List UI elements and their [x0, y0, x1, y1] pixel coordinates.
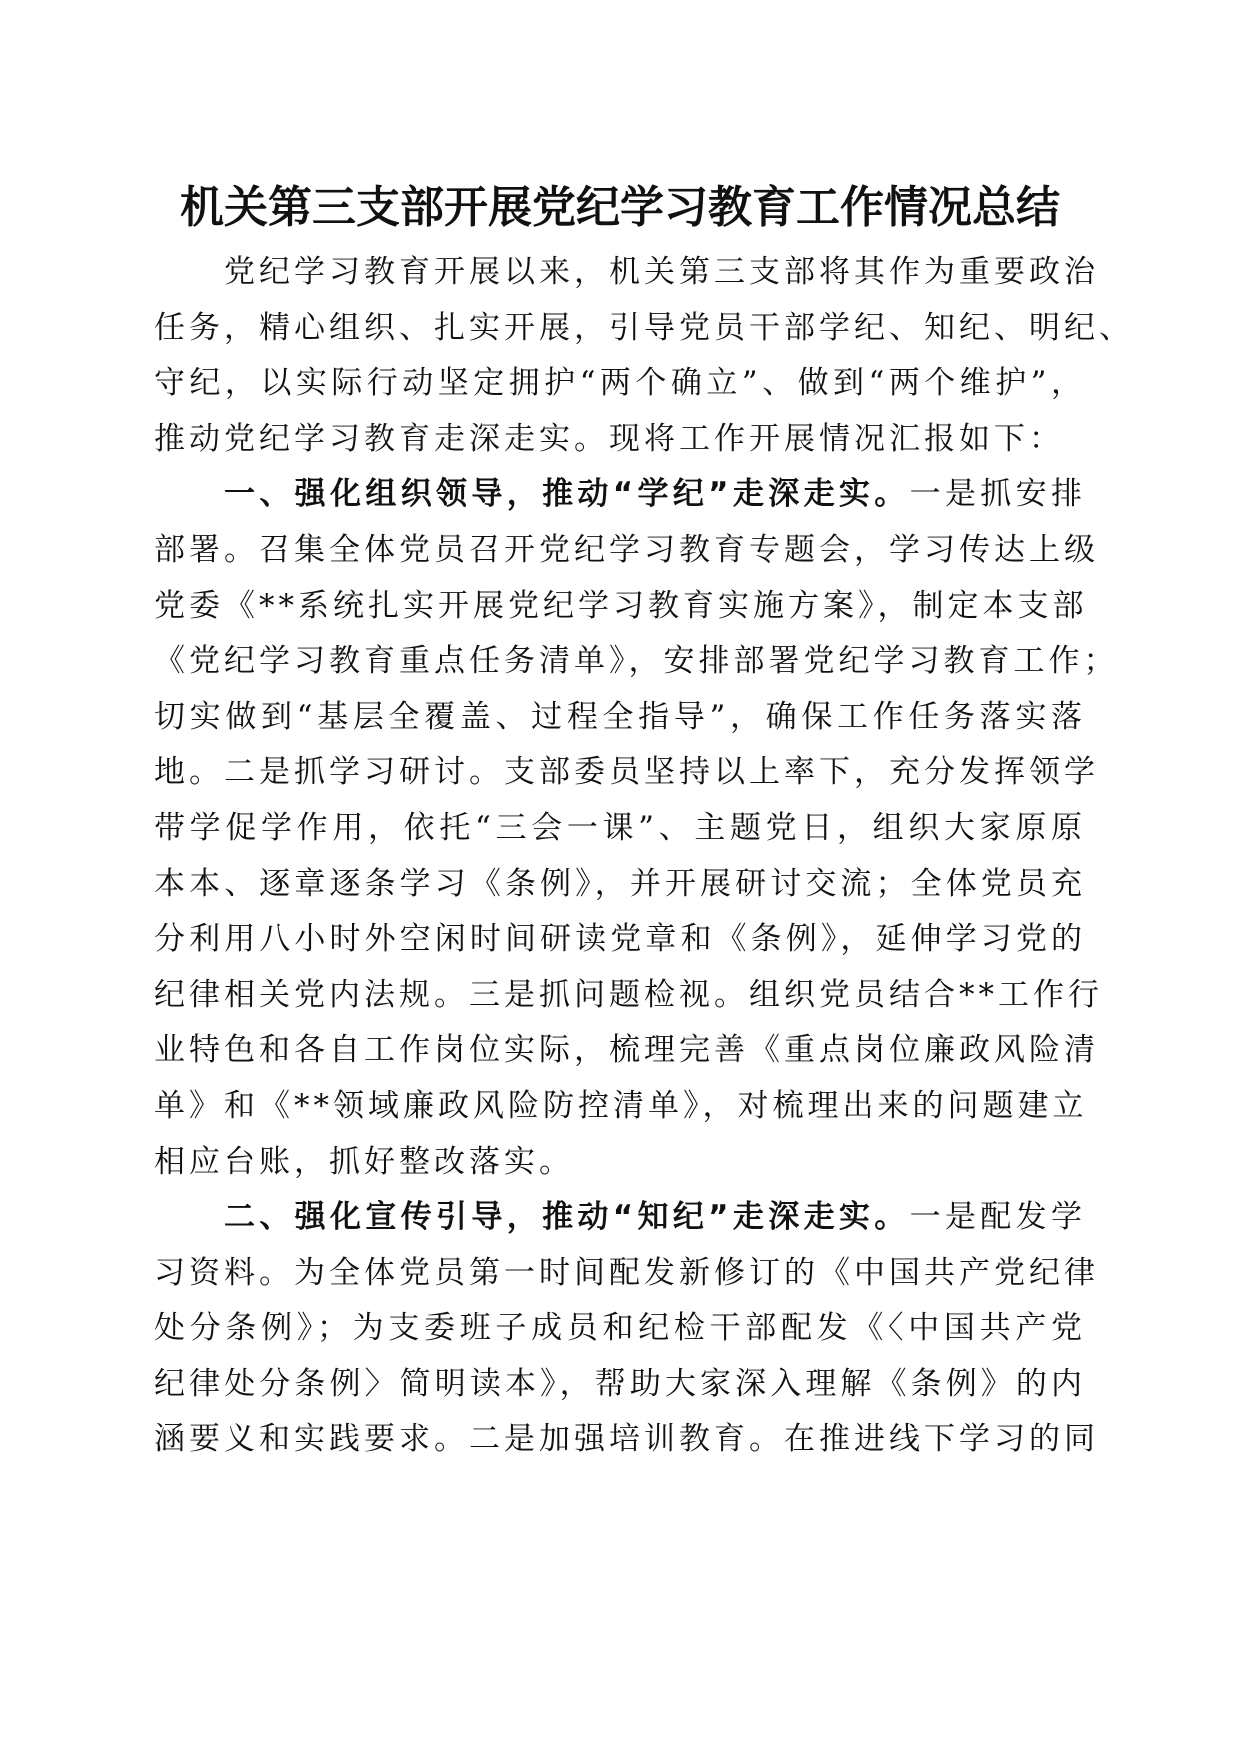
paragraph-line: 党纪学习教育开展以来，机关第三支部将其作为重要政治	[224, 254, 1099, 290]
paragraph-text: 一是配发学	[909, 1199, 1086, 1236]
intro-paragraph	[154, 245, 1134, 467]
paragraph-line: 守纪，以实际行动坚定拥护“两个确立”、做到“两个维护”，	[154, 365, 1086, 402]
paragraph-line: 业特色和各自工作岗位实际，梳理完善《重点岗位廉政风险清	[154, 1032, 1099, 1069]
paragraph-line: 《党纪学习教育重点任务清单》，安排部署党纪学习教育工作；	[154, 643, 1119, 680]
section-one-paragraph	[154, 467, 1119, 1190]
section-heading: 一、强化组织领导，推动“学纪”走深走实。	[224, 476, 910, 513]
paragraph-line: 地。二是抓学习研讨。支部委员坚持以上率下，充分发挥领学	[154, 754, 1099, 791]
paragraph-line: 涵要义和实践要求。二是加强培训教育。在推进线下学习的同	[154, 1421, 1099, 1458]
paragraph-line: 带学促学作用，依托“三会一课”、主题党日，组织大家原原	[154, 809, 1086, 846]
section-heading: 二、强化宣传引导，推动“知纪”走深走实。	[224, 1199, 910, 1236]
paragraph-line: 党委《**系统扎实开展党纪学习教育实施方案》，制定本支部	[154, 587, 1088, 624]
document-title: 机关第三支部开展党纪学习教育工作情况总结	[180, 182, 1060, 233]
paragraph-text: 一是抓安排	[909, 476, 1086, 513]
paragraph-line: 本本、逐章逐条学习《条例》，并开展研讨交流；全体党员充	[154, 865, 1086, 902]
document-body	[154, 245, 1134, 1468]
paragraph-first-line	[154, 467, 1086, 523]
paragraph-line: 分利用八小时外空闲时间研读党章和《条例》，延伸学习党的	[154, 921, 1086, 958]
paragraph-line: 纪律相关党内法规。三是抓问题检视。组织党员结合**工作行	[154, 976, 1103, 1013]
paragraph-line: 单》和《**领域廉政风险防控清单》，对梳理出来的问题建立	[154, 1087, 1088, 1124]
paragraph-line: 任务，精心组织、扎实开展，引导党员干部学纪、知纪、明纪、	[154, 309, 1134, 346]
paragraph-line: 纪律处分条例〉简明读本》，帮助大家深入理解《条例》的内	[154, 1365, 1086, 1402]
paragraph-line: 切实做到“基层全覆盖、过程全指导”，确保工作任务落实落	[154, 698, 1086, 735]
paragraph-line: 相应台账，抓好整改落实。	[154, 1143, 574, 1180]
paragraph-line: 处分条例》；为支委班子成员和纪检干部配发《〈中国共产党	[154, 1310, 1086, 1347]
paragraph-line: 部署。召集全体党员召开党纪学习教育专题会，学习传达上级	[154, 531, 1099, 568]
paragraph-first-line	[154, 1190, 1086, 1246]
paragraph-line: 推动党纪学习教育走深走实。现将工作开展情况汇报如下：	[154, 420, 1064, 457]
paragraph-line: 习资料。为全体党员第一时间配发新修订的《中国共产党纪律	[154, 1254, 1099, 1291]
section-two-paragraph	[154, 1190, 1099, 1468]
